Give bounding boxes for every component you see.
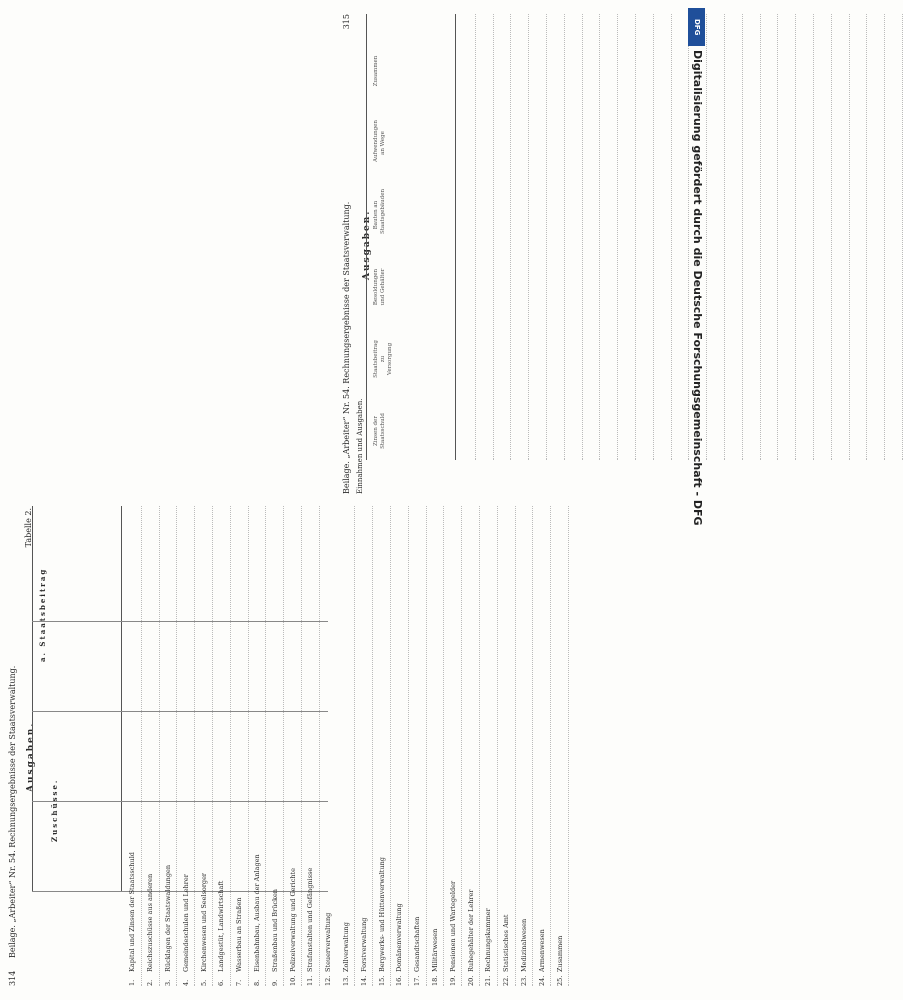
row-number: 2. [146, 979, 155, 986]
table-row [249, 506, 267, 986]
column-header: Zinsen der Staatsschuld [373, 413, 386, 449]
row-number: 7. [235, 979, 244, 986]
table-row [533, 506, 551, 986]
table-row [885, 14, 903, 460]
row-label: Pensionen und Wartegelder [448, 880, 457, 972]
row-number: 3. [163, 979, 172, 986]
row-number: 10. [288, 975, 297, 986]
row-label: Armenwesen [537, 929, 546, 972]
table-row [565, 14, 583, 460]
row-number: 1. [128, 979, 137, 986]
row-label: Domänenverwaltung [395, 903, 404, 972]
right-page-number: 315 [342, 14, 351, 30]
table-row [355, 506, 373, 986]
right-section-title: Ausgaben. [362, 209, 372, 280]
left-section-title: Ausgaben. [26, 721, 36, 792]
right-page-header [342, 14, 356, 494]
table-row [707, 14, 725, 460]
dfg-watermark [690, 50, 705, 630]
row-number: 23. [519, 975, 528, 986]
table-row [583, 14, 601, 460]
right-page-rotated-content [338, 8, 668, 500]
left-page-number: 314 [8, 970, 17, 986]
watermark-text: Digitalisierung gefördert durch die Deutsche Forschungsgemeinschaft - DFG [691, 50, 704, 526]
table-row [177, 506, 195, 986]
table-row [743, 14, 761, 460]
row-number: 11. [306, 975, 315, 986]
table-row [458, 14, 476, 460]
table-row [796, 14, 814, 460]
table-row [867, 14, 885, 460]
table-row [814, 14, 832, 460]
row-label: Strafanstalten und Gefängnisse [306, 867, 315, 972]
row-label: Straßenbau und Brücken [270, 889, 279, 972]
table-row [529, 14, 547, 460]
row-number: 20. [466, 975, 475, 986]
row-number: 19. [448, 975, 457, 986]
left-page-rotated-content [4, 500, 564, 992]
left-subsection-b: Zuschüsse. [50, 778, 59, 842]
table-row [266, 506, 284, 986]
left-column-headers [32, 506, 122, 892]
row-number: 4. [181, 979, 190, 986]
row-label: Zollverwaltung [341, 922, 350, 972]
row-label: Kapital und Zinsen der Staatsschuld [128, 852, 137, 972]
row-number: 21. [484, 975, 493, 986]
right-column-headers [366, 14, 456, 460]
table-row [725, 14, 743, 460]
row-number: 22. [502, 975, 511, 986]
row-label: Forstverwaltung [359, 917, 368, 972]
table-row [124, 506, 142, 986]
row-label: Statistisches Amt [502, 914, 511, 972]
table-row [761, 14, 779, 460]
row-label: Bergwerks- und Hüttenverwaltung [377, 857, 386, 972]
dfg-logo: DFG [688, 8, 705, 46]
row-number: 8. [252, 979, 261, 986]
table-row [494, 14, 512, 460]
left-subsection-title: a. Staatsbeitrag [38, 567, 47, 662]
row-number: 13. [341, 975, 350, 986]
table-row [160, 506, 178, 986]
right-table-rows [458, 14, 662, 460]
left-page [4, 500, 564, 992]
right-page [338, 8, 668, 500]
row-number: 9. [270, 979, 279, 986]
row-number: 12. [324, 975, 333, 986]
row-label: Militärwesen [430, 928, 439, 972]
row-label: Reichszuschüsse aus anderen [146, 873, 155, 972]
row-label: Landgestüt, Landwirtschaft [217, 880, 226, 972]
table-row [213, 506, 231, 986]
table-row [427, 506, 445, 986]
row-label: Medizinalwesen [519, 918, 528, 972]
row-number: 16. [395, 975, 404, 986]
row-label: Polizeiverwaltung und Gerichte [288, 868, 297, 972]
table-row [391, 506, 409, 986]
row-number: 25. [555, 975, 564, 986]
row-label: Gesandtschaften [413, 916, 422, 972]
row-label: Zusammen [555, 935, 564, 972]
table-row [516, 506, 534, 986]
table-row [850, 14, 868, 460]
column-header: Zusammen [373, 55, 379, 87]
row-label: Gemeindeschulen und Lehrer [181, 874, 190, 972]
table-row [511, 14, 529, 460]
table-label: Tabelle 2. [24, 508, 33, 548]
table-row [672, 14, 690, 460]
left-page-header [8, 506, 22, 986]
column-header: Aufwendungen an Wege [373, 120, 386, 162]
table-row [142, 506, 160, 986]
row-number: 14. [359, 975, 368, 986]
table-row [195, 506, 213, 986]
right-sub-header: Einnahmen und Ausgaben. [356, 398, 364, 494]
table-row [462, 506, 480, 986]
column-header: Besoldungen und Gehälter [373, 268, 386, 306]
row-label: Steuerverwaltung [324, 912, 333, 972]
row-label: Kirchenwesen und Seelsorger [199, 872, 208, 972]
table-row [302, 506, 320, 986]
row-number: 18. [430, 975, 439, 986]
row-number: 15. [377, 975, 386, 986]
row-number: 6. [217, 979, 226, 986]
table-row [832, 14, 850, 460]
left-table-rows [124, 506, 564, 986]
table-row [498, 506, 516, 986]
table-row [654, 14, 672, 460]
table-row [778, 14, 796, 460]
table-row [338, 506, 356, 986]
right-page-header-text: Beilage. „Arbeiter“ Nr. 54. Rechnungsergebnisse der Staatsverwaltung. [342, 201, 351, 494]
row-label: Rücklagen der Staatswaldungen [163, 864, 172, 972]
table-row [636, 14, 654, 460]
table-row [231, 506, 249, 986]
table-row [373, 506, 391, 986]
row-label: Wasserbau an Straßen [235, 897, 244, 972]
table-row [480, 506, 498, 986]
row-label: Ruhegehälter der Lehrer [466, 889, 475, 972]
table-row [409, 506, 427, 986]
row-number: 24. [537, 975, 546, 986]
table-row [600, 14, 618, 460]
table-row [284, 506, 302, 986]
table-row [547, 14, 565, 460]
row-label: Rechnungskammer [484, 908, 493, 972]
column-header: Bauten an Staatsgebäuden [373, 188, 386, 234]
column-header: Staatsbeitrag zu Versorgung [373, 340, 393, 378]
table-row [551, 506, 569, 986]
table-row [618, 14, 636, 460]
row-label: Eisenbahnbau, Ausbau der Anlagen [252, 854, 261, 972]
table-row [444, 506, 462, 986]
left-page-header-text: Beilage. „Arbeiter“ Nr. 54. Rechnungsergebnisse der Staatsverwaltung. [8, 665, 17, 958]
row-number: 5. [199, 979, 208, 986]
table-row [476, 14, 494, 460]
row-number: 17. [413, 975, 422, 986]
